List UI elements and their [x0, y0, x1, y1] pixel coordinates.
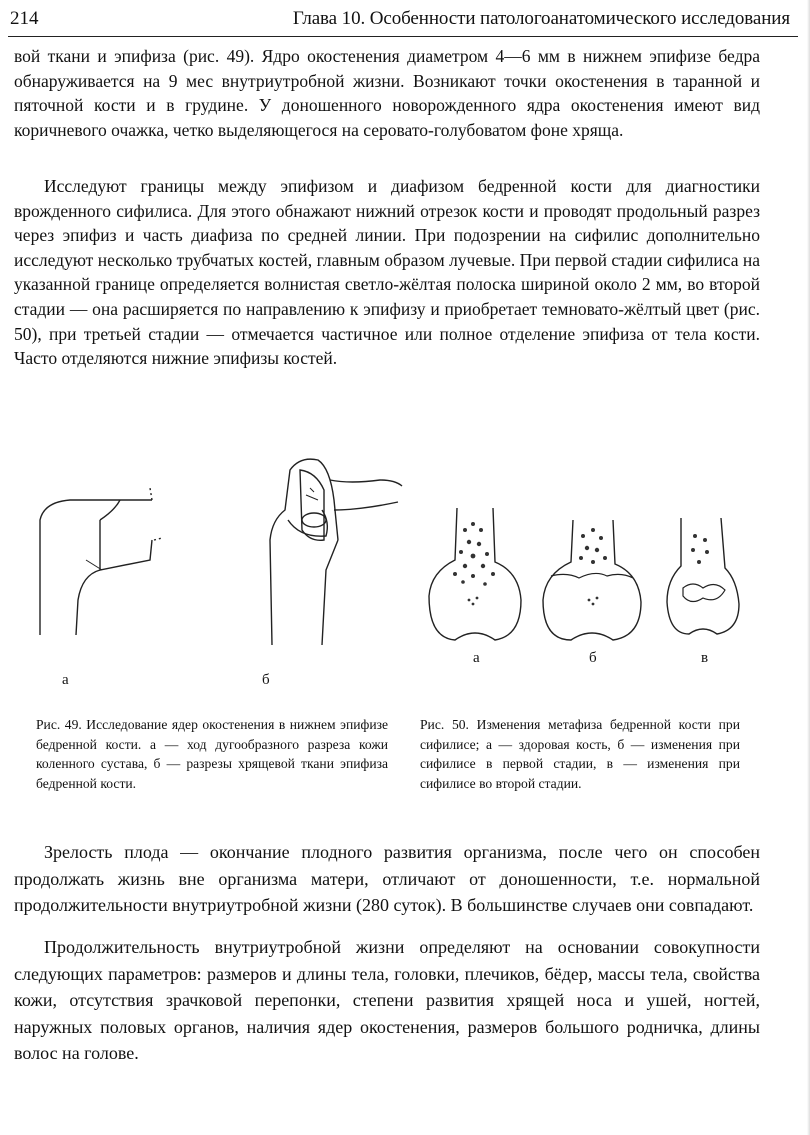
running-head — [8, 6, 798, 37]
figure-49 — [30, 450, 410, 700]
figure-50-drawing-a — [425, 500, 525, 650]
paragraph-gestation-duration: Продолжительность внутриутробной жизни определяют на основании совокупности следующих параметров: размеров и длины тела, головки, плечиков, бёдер, массы тела, свойства кожи, отсутствия зрачковой перепонки, степени развития хрящей носа и ушей, ногтей, наружных половых органов, наличия ядер окостенения, размеров большого родничка, длины волос на голове. — [14, 937, 760, 1063]
chapter-title: Глава 10. Особенности патологоанатомического исследования — [292, 8, 790, 29]
figure-50-drawing-v — [663, 500, 743, 650]
page-number: 214 — [10, 8, 39, 29]
figure-50-label-v: в — [701, 650, 709, 666]
paragraph-fetal-maturity: Зрелость плода — окончание плодного развития организма, после чего он способен продолжать жизнь вне организма матери, отличают от доношенности, т.е. нормальной продолжительности внутриутробной жизни (280 суток). В большинстве случаев они совпадают. — [14, 842, 760, 915]
figure-50 — [425, 500, 755, 690]
figure-49-label-b: б — [262, 672, 270, 688]
figure-49-caption: Рис. 49. Исследование ядер окостенения в нижнем эпифизе бедренной кости. а — ход дугообразного разреза кожи коленного сустава, б — разрезы хрящевой ткани эпифиза бедренной кости. — [36, 717, 388, 791]
figure-50-caption: Рис. 50. Изменения метафиза бедренной кости при сифилисе; а — здоровая кость, б — изменения при сифилисе в первой стадии, в — изменения при сифилисе во второй стадии. — [420, 717, 740, 791]
figure-49-label-a: а — [62, 672, 69, 688]
figure-50-label-a: а — [473, 650, 480, 666]
figure-49-drawing-a — [30, 480, 180, 640]
paragraph-syphilis-diagnosis: Исследуют границы между эпифизом и диафизом бедренной кости для диагностики врожденного сифилиса. Для этого обнажают нижний отрезок кости и проводят продольный разрез через эпифиз и часть диафиза по средней линии. При подозрении на сифилис дополнительно исследуют несколько трубчатых костей, главным образом лучевые. При первой стадии сифилиса на указанной границе определяется волнистая светло-жёлтая полоска шириной около 2 мм, во второй стадии — она расширяется по направлению к эпифизу и приобретает темновато-жёлтый цвет (рис. 50), при третьей стадии — отмечается частичное или полное отделение эпифиза от тела кости. Часто отделяются нижние эпифизы костей. — [14, 176, 760, 369]
figure-50-label-b: б — [589, 650, 597, 666]
paragraph-ossification-nuclei: вой ткани и эпифиза (рис. 49). Ядро окостенения диаметром 4—6 мм в нижнем эпифизе бедра обнаруживается на 9 мес внутриутробной жизни. Возникают точки окостенения в таранной и пяточной кости и в грудине. У доношенного новорожденного ядра окостенения имеют вид коричневого очажка, четко выделяющегося на серовато-голубоватом фоне хряща. — [14, 46, 760, 140]
figure-49-drawing-b — [230, 450, 410, 650]
figure-50-drawing-b — [537, 500, 647, 650]
